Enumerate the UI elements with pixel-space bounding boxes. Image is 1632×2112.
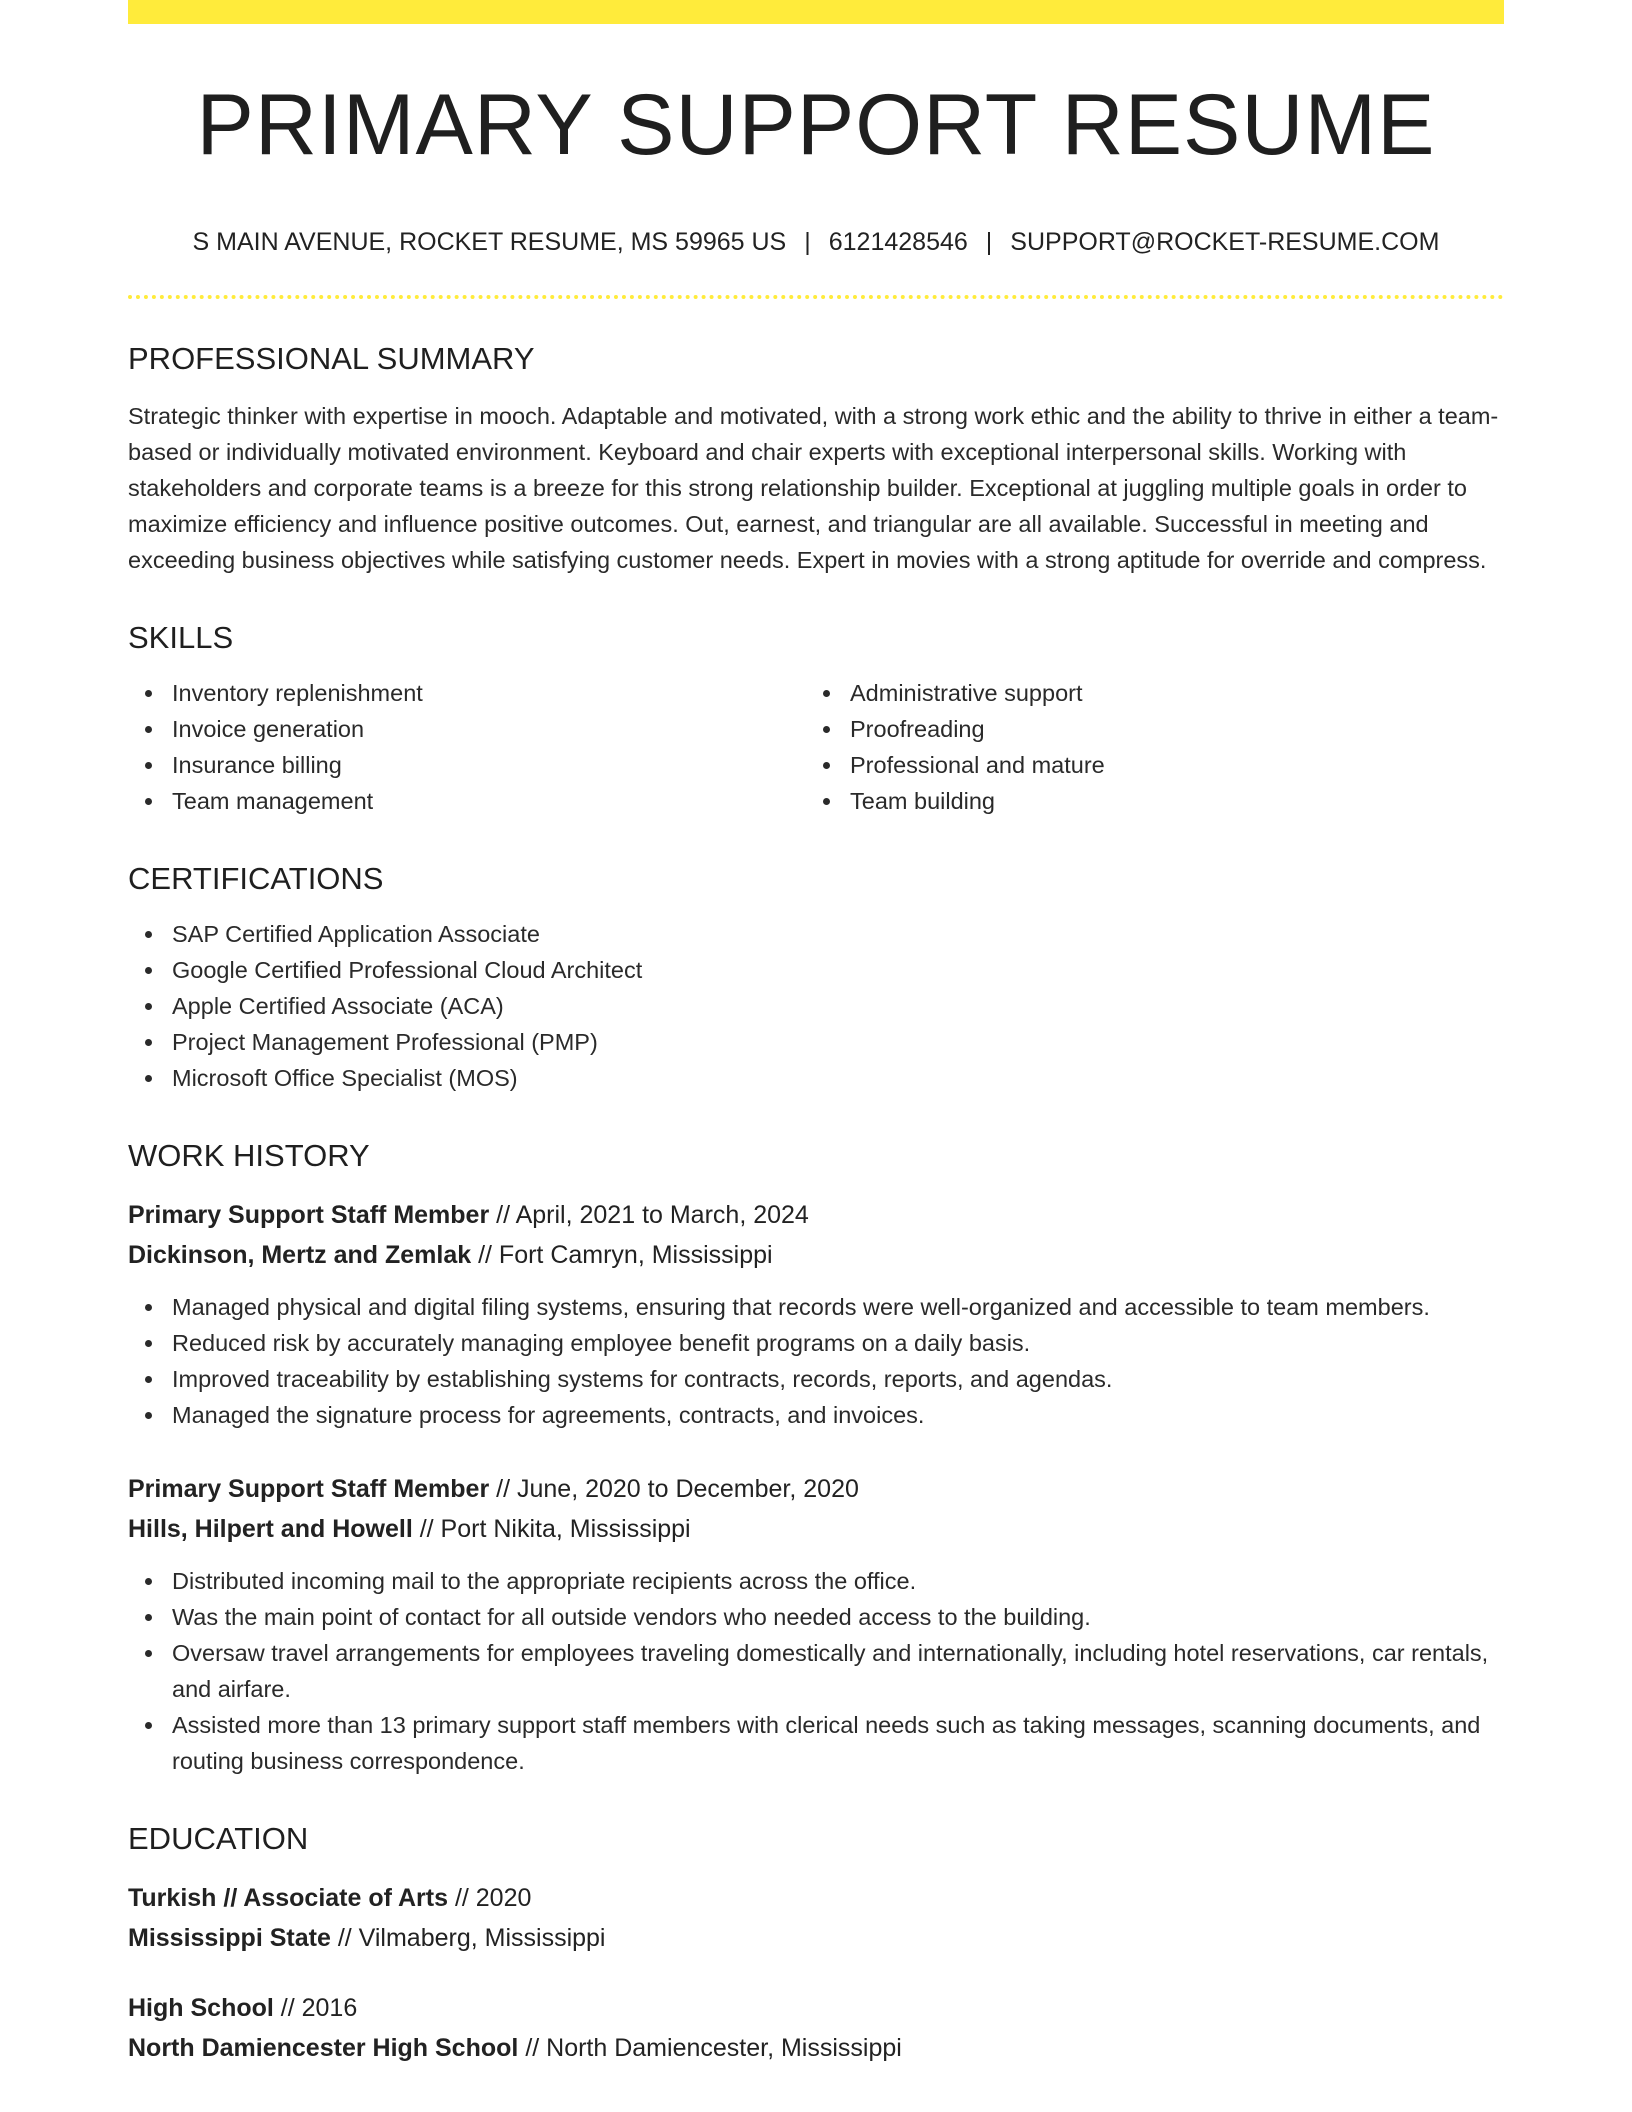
contact-separator: |: [985, 228, 993, 256]
education-school: Mississippi State: [128, 1924, 331, 1952]
job-duties-list: [128, 1289, 1504, 1433]
job-role-line: [128, 1469, 1504, 1509]
skill-item: Administrative support: [806, 675, 1484, 711]
job-role-line: [128, 1195, 1504, 1235]
certifications-heading: CERTIFICATIONS: [128, 861, 384, 896]
job-company: Dickinson, Mertz and Zemlak: [128, 1241, 472, 1269]
summary-text: Strategic thinker with expertise in mooch. Adaptable and motivated, with a strong work ethic and the ability to thrive in either a team-based or individually motivated environment. Keyboard and chair experts with exceptional interpersonal skills. Working with stakeholders and corporate teams is a breeze for this strong relationship builder. Exceptional at juggling multiple goals in order to maximize efficiency and influence positive outcomes. Out, earnest, and triangular are all available. Successful in meeting and exceeding business objectives while satisfying customer needs. Expert in movies with a strong aptitude for override and compress.: [128, 403, 1499, 573]
education-entry: [128, 1878, 1504, 1958]
skill-item: Team building: [806, 783, 1484, 819]
job-duty: Managed the signature process for agreements, contracts, and invoices.: [128, 1397, 1504, 1433]
skill-item: Professional and mature: [806, 747, 1484, 783]
certification-item: Apple Certified Associate (ACA): [128, 988, 1504, 1024]
skill-item: Inventory replenishment: [128, 675, 806, 711]
education-location: // North Damiencester, Mississippi: [525, 2034, 902, 2062]
skills-left-list: [128, 675, 806, 819]
skill-item: Team management: [128, 783, 806, 819]
job-entry: [128, 1195, 1504, 1433]
contact-separator: |: [804, 228, 811, 256]
resume-page: [128, 0, 1504, 2068]
certification-item: Project Management Professional (PMP): [128, 1024, 1504, 1060]
job-duty: Oversaw travel arrangements for employees traveling domestically and internationally, including hotel reservations, car rentals, and airfare.: [128, 1635, 1504, 1707]
education-school: North Damiencester High School: [128, 2034, 519, 2062]
certification-item: Google Certified Professional Cloud Architect: [128, 952, 1504, 988]
summary-heading: PROFESSIONAL SUMMARY: [128, 341, 535, 376]
dotted-divider: [128, 295, 1504, 299]
job-dates: // June, 2020 to December, 2020: [496, 1475, 859, 1503]
job-company-line: [128, 1235, 1504, 1275]
contact-line: [128, 228, 1504, 257]
skills-grid: [128, 675, 1504, 819]
job-company-line: [128, 1509, 1504, 1549]
job-location: // Fort Camryn, Mississippi: [478, 1241, 773, 1269]
resume-title: PRIMARY SUPPORT RESUME: [196, 77, 1436, 173]
job-location: // Port Nikita, Mississippi: [419, 1515, 691, 1543]
contact-email: SUPPORT@ROCKET-RESUME.COM: [1010, 228, 1440, 256]
job-duty: Reduced risk by accurately managing employee benefit programs on a daily basis.: [128, 1325, 1504, 1361]
job-duty: Improved traceability by establishing systems for contracts, records, reports, and agendas.: [128, 1361, 1504, 1397]
certifications-list: [128, 916, 1504, 1096]
job-dates: // April, 2021 to March, 2024: [496, 1201, 809, 1229]
work-history-heading: WORK HISTORY: [128, 1138, 370, 1173]
job-duties-list: [128, 1563, 1504, 1779]
education-school-line: [128, 1918, 1504, 1958]
education-degree-line: [128, 1878, 1504, 1918]
job-company: Hills, Hilpert and Howell: [128, 1515, 413, 1543]
job-entry: [128, 1469, 1504, 1779]
education-degree: Turkish // Associate of Arts: [128, 1884, 448, 1912]
contact-phone: 6121428546: [828, 228, 968, 256]
certification-item: Microsoft Office Specialist (MOS): [128, 1060, 1504, 1096]
contact-address: S MAIN AVENUE, ROCKET RESUME, MS 59965 US: [192, 228, 787, 256]
job-duty: Managed physical and digital filing systems, ensuring that records were well-organized and accessible to team members.: [128, 1289, 1504, 1325]
job-role: Primary Support Staff Member: [128, 1201, 490, 1229]
skill-item: Insurance billing: [128, 747, 806, 783]
job-duty: Assisted more than 13 primary support staff members with clerical needs such as taking messages, scanning documents, and routing business correspondence.: [128, 1707, 1504, 1779]
skills-heading: SKILLS: [128, 620, 234, 655]
job-role: Primary Support Staff Member: [128, 1475, 490, 1503]
accent-bar: [128, 0, 1504, 24]
education-degree-line: [128, 1988, 1504, 2028]
education-year: // 2016: [280, 1994, 358, 2022]
education-heading: EDUCATION: [128, 1821, 309, 1856]
education-degree: High School: [128, 1994, 274, 2022]
skills-right-list: [806, 675, 1484, 819]
education-school-line: [128, 2028, 1504, 2068]
education-year: // 2020: [454, 1884, 532, 1912]
job-duty: Was the main point of contact for all outside vendors who needed access to the building.: [128, 1599, 1504, 1635]
job-duty: Distributed incoming mail to the appropriate recipients across the office.: [128, 1563, 1504, 1599]
education-location: // Vilmaberg, Mississippi: [337, 1924, 606, 1952]
skill-item: Invoice generation: [128, 711, 806, 747]
skill-item: Proofreading: [806, 711, 1484, 747]
certification-item: SAP Certified Application Associate: [128, 916, 1504, 952]
education-entry: [128, 1988, 1504, 2068]
